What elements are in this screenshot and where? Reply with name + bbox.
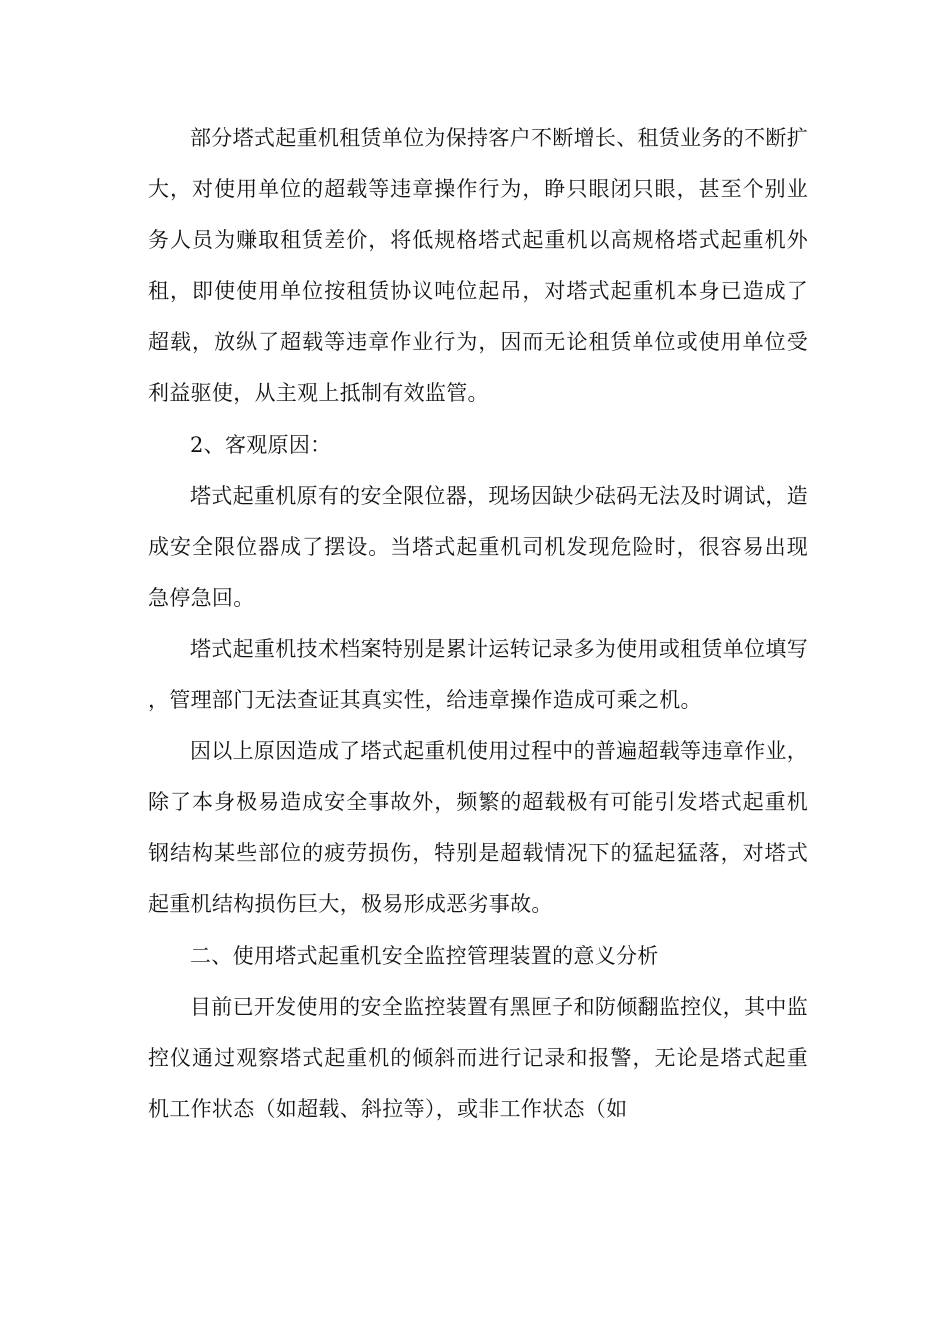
- document-body: [148, 113, 808, 1135]
- heading-section-two: 二、使用塔式起重机安全监控管理装置的意义分析: [190, 943, 659, 968]
- heading-objective-causes: 2、客观原因：: [190, 432, 332, 457]
- paragraph-subjective-cause: 部分塔式起重机租赁单位为保持客户不断增长、租赁业务的不断扩大，对使用单位的超载等违章操作行为，睁只眼闭只眼，甚至个别业务人员为赚取租赁差价，将低规格塔式起重机以高规格塔式起重机外租，即使使用单位按租赁协议吨位起吊，对塔式起重机本身已造成了超载，放纵了超载等违章作业行为，因而无论租赁单位或使用单位受利益驱使，从主观上抵制有效监管。: [148, 126, 808, 406]
- paragraph-safety-limiter: 塔式起重机原有的安全限位器，现场因缺少砝码无法及时调试，造成安全限位器成了摆设。当塔式起重机司机发现危险时，很容易出现急停急回。: [148, 483, 808, 610]
- paragraph-overload-consequences: 因以上原因造成了塔式起重机使用过程中的普遍超载等违章作业，除了本身极易造成安全事故外，频繁的超载极有可能引发塔式起重机钢结构某些部位的疲劳损伤，特别是超载情况下的猛起猛落，对塔式起重机结构损伤巨大，极易形成恶劣事故。: [148, 739, 808, 917]
- paragraph-technical-records: 塔式起重机技术档案特别是累计运转记录多为使用或租赁单位填写，管理部门无法查证其真实性，给违章操作造成可乘之机。: [148, 636, 808, 713]
- paragraph-monitoring-devices: 目前已开发使用的安全监控装置有黑匣子和防倾翻监控仪，其中监控仪通过观察塔式起重机的倾斜而进行记录和报警，无论是塔式起重机工作状态（如超载、斜拉等），或非工作状态（如: [148, 994, 808, 1121]
